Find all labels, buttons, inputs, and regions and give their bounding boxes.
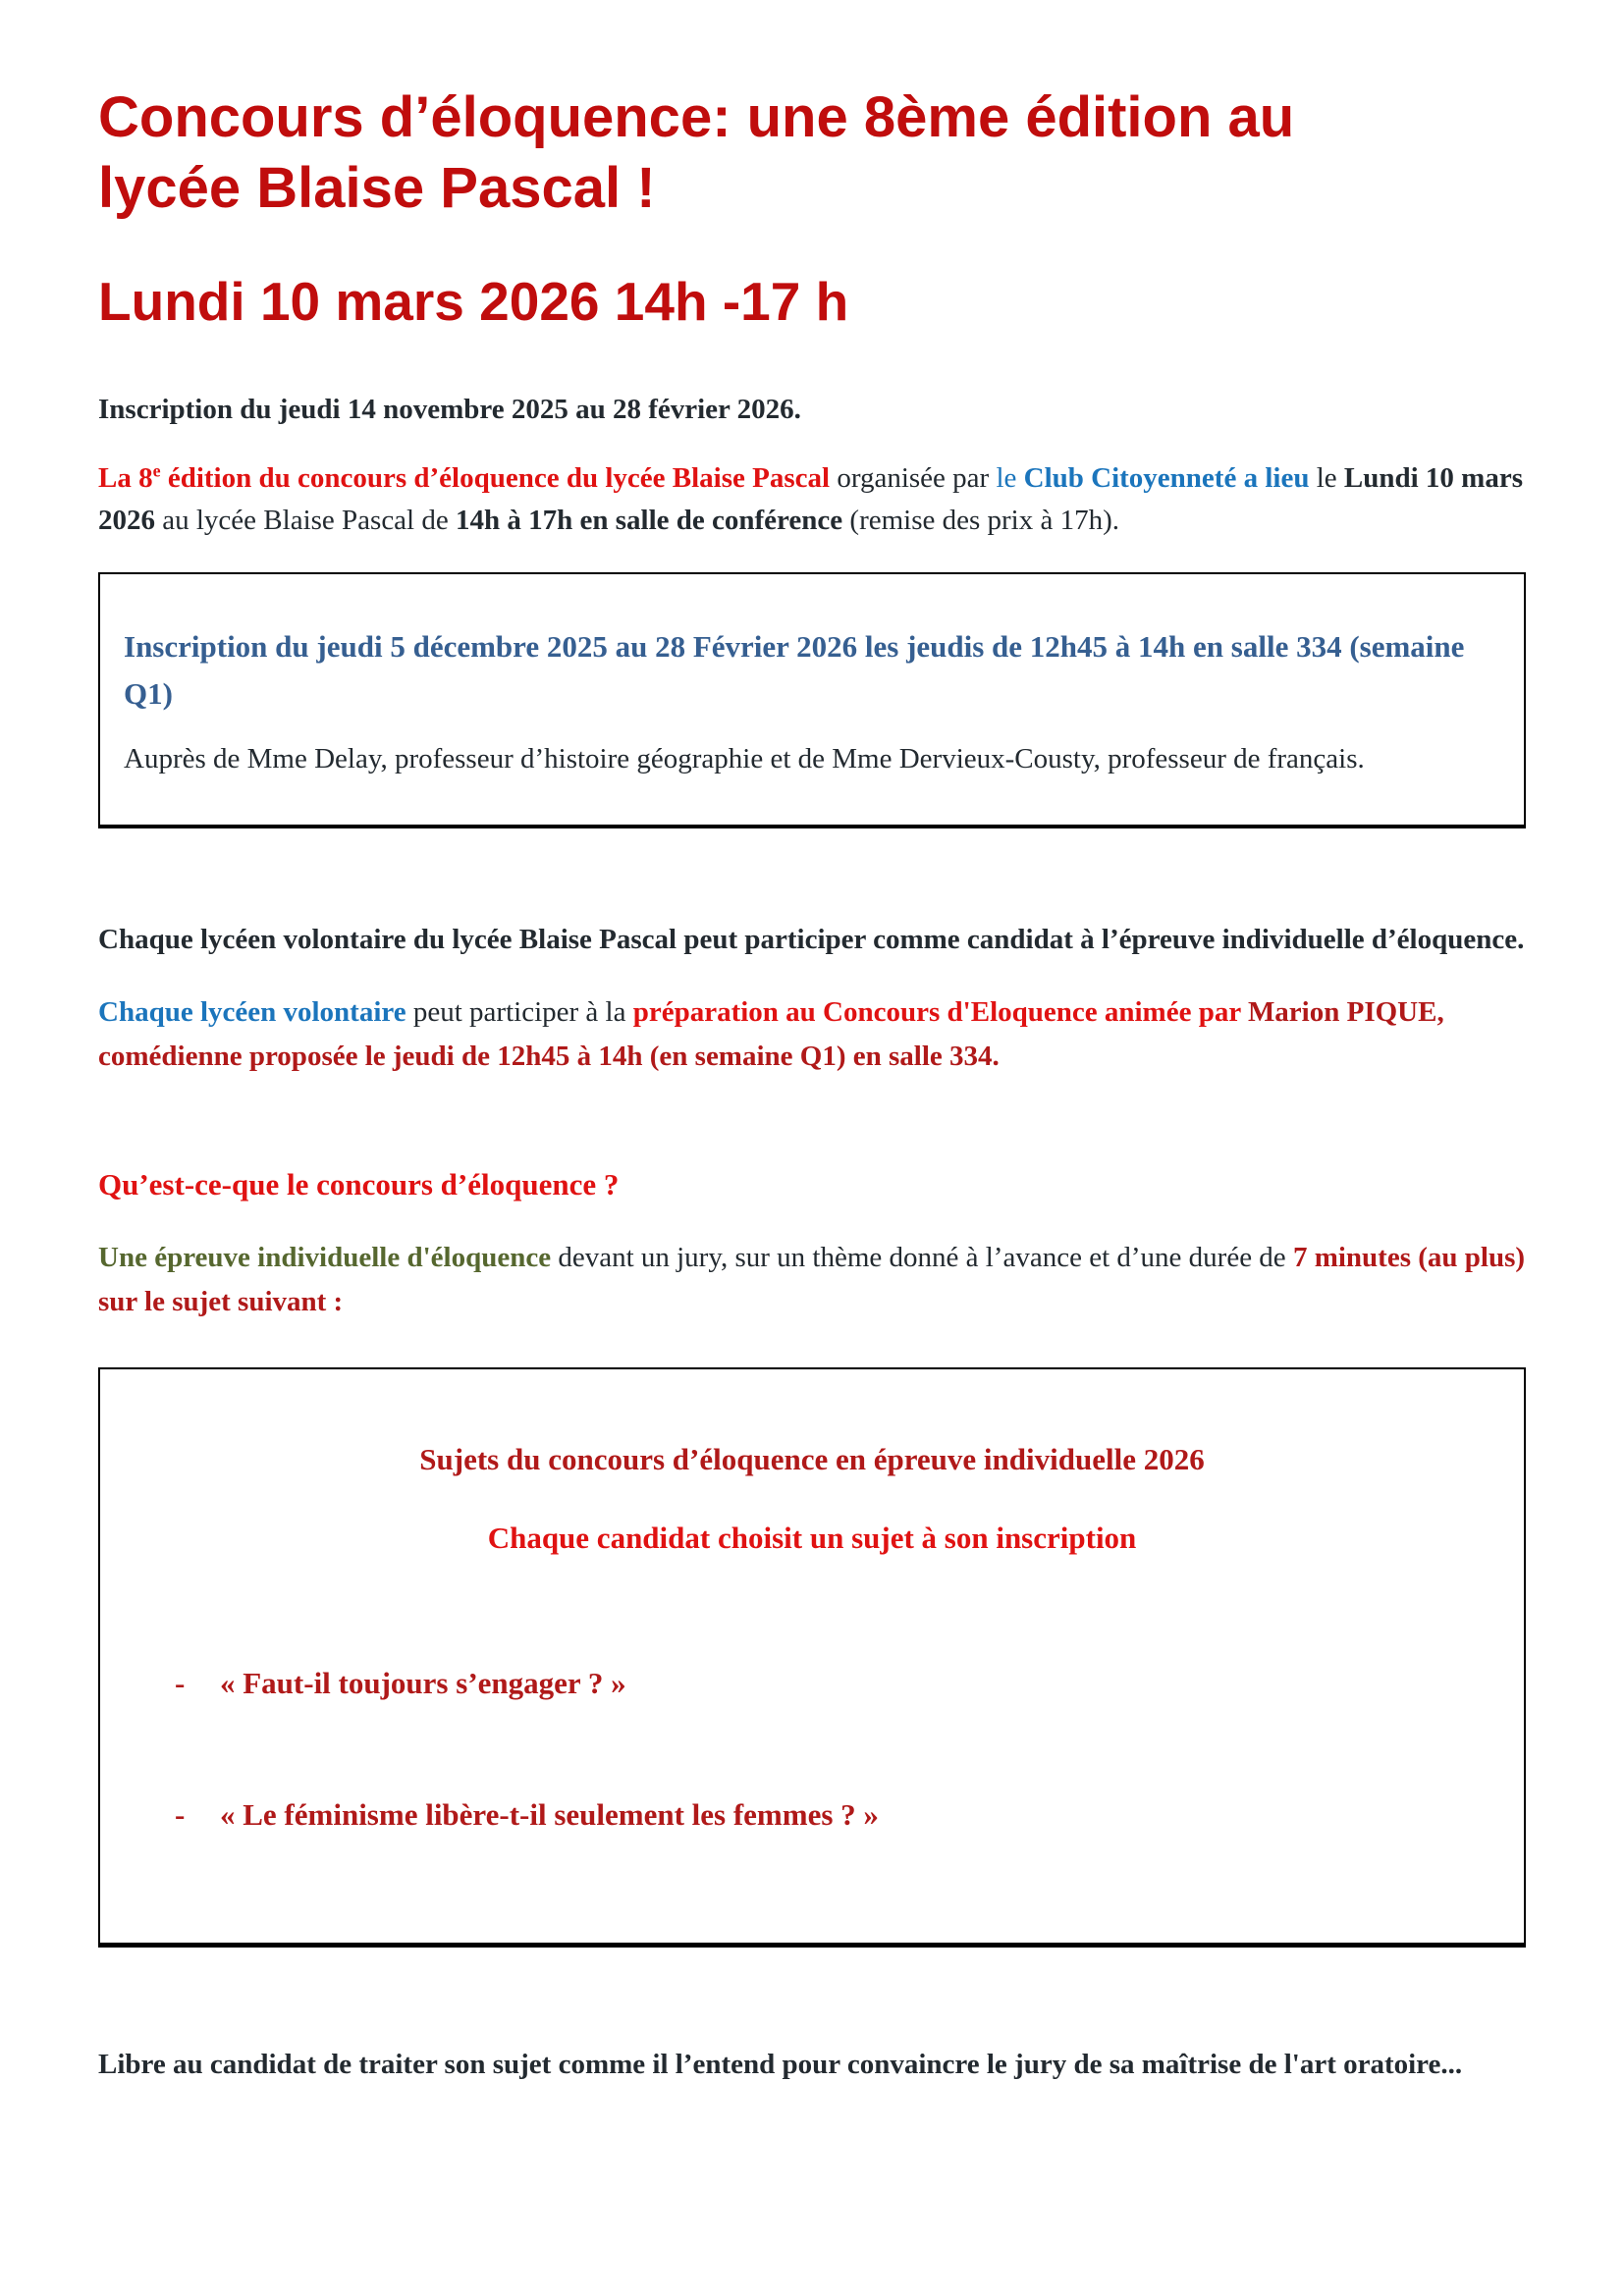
subject-list: [139, 1666, 1485, 1833]
question-heading: Qu’est-ce-que le concours d’éloquence ?: [98, 1167, 620, 1202]
info-box-body: Auprès de Mme Delay, professeur d’histoire géographie et de Mme Dervieux-Cousty, professeur de français.: [124, 743, 1365, 775]
edition-paragraph: La 8e édition du concours d’éloquence du lycée Blaise Pascal organisée par le Club Citoyenneté a lieu le Lundi 10 mars 2026 au lycée Blaise Pascal de 14h à 17h en salle de conférence (remise des prix à 17h).: [98, 460, 1523, 537]
subject-item: [175, 1666, 1485, 1701]
preparation-paragraph: Chaque lycéen volontaire peut participer à la préparation au Concours d'Eloquence animée par Marion PIQUE, comédienne proposée le jeudi de 12h45 à 14h (en semaine Q1) en salle 334.: [98, 996, 1444, 1073]
dash-bullet: -: [175, 1666, 186, 1701]
subjects-box-title: Sujets du concours d’éloquence en épreuve individuelle 2026: [419, 1442, 1205, 1477]
info-box-heading: Inscription du jeudi 5 décembre 2025 au 28 Février 2026 les jeudis de 12h45 à 14h en salle 334 (semaine Q1): [124, 628, 1465, 711]
closing-paragraph: Libre au candidat de traiter son sujet comme il l’entend pour convaincre le jury de sa maîtrise de l'art oratoire...: [98, 2049, 1463, 2081]
main-title-line-1: Concours d’éloquence: une 8ème édition au: [98, 85, 1295, 149]
dash-bullet: -: [175, 1797, 186, 1833]
date-heading: Lundi 10 mars 2026 14h -17 h: [98, 270, 849, 332]
subject-item-text: « Faut-il toujours s’engager ? »: [220, 1666, 626, 1701]
registration-info-box: [98, 572, 1526, 828]
main-title-line-2: lycée Blaise Pascal !: [98, 155, 656, 220]
subjects-box-subtitle: Chaque candidat choisit un sujet à son inscription: [487, 1521, 1137, 1556]
subjects-box: [98, 1367, 1526, 1948]
subject-item-text: « Le féminisme libère-t-il seulement les femmes ? »: [220, 1797, 879, 1833]
registration-intro: Inscription du jeudi 14 novembre 2025 au 28 février 2026.: [98, 393, 801, 425]
participation-paragraph: Chaque lycéen volontaire du lycée Blaise Pascal peut participer comme candidat à l’épreuve individuelle d’éloquence.: [98, 923, 1525, 955]
subject-item: [175, 1797, 1485, 1833]
main-title: [98, 0, 1526, 224]
event-description-paragraph: Une épreuve individuelle d'éloquence devant un jury, sur un thème donné à l’avance et d’une durée de 7 minutes (au plus) sur le sujet suivant :: [98, 1242, 1526, 1318]
